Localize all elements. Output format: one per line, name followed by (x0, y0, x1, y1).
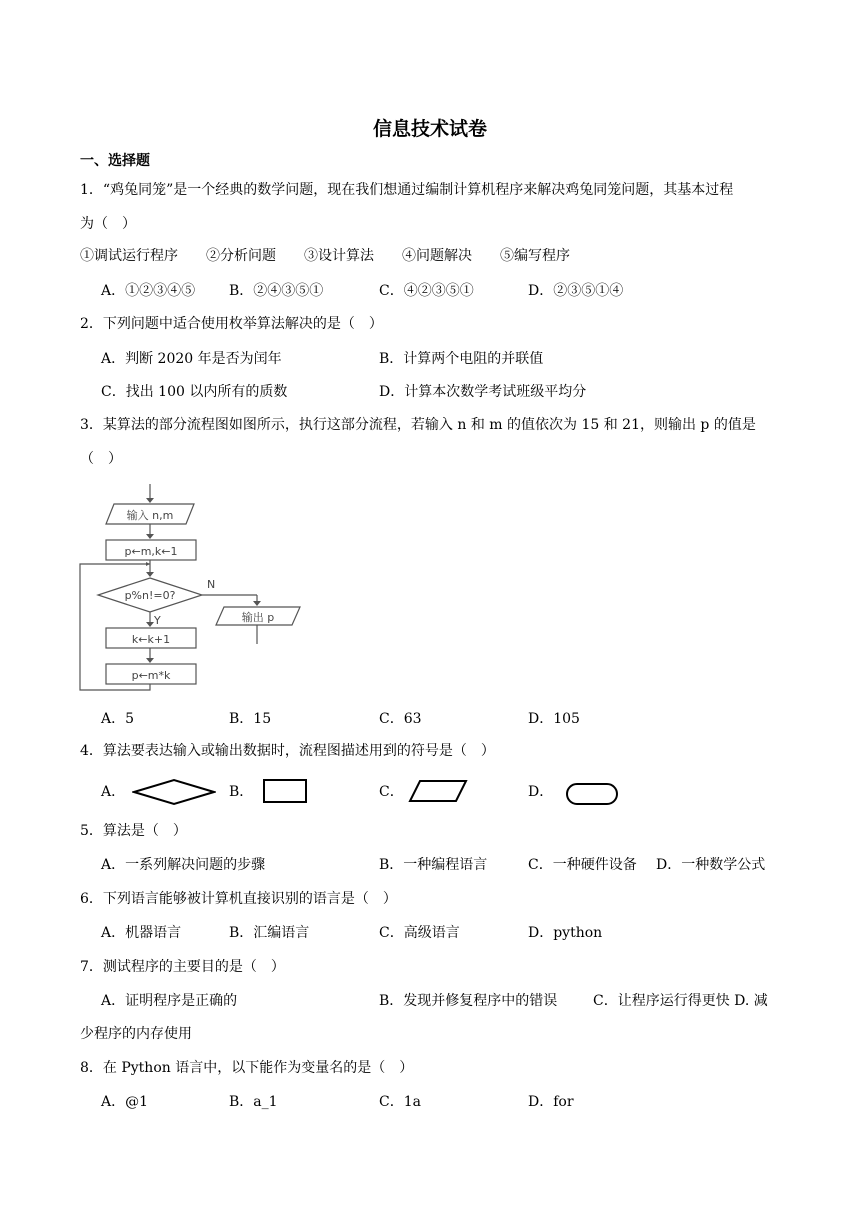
step2-text: p←m*k (131, 669, 171, 682)
q3-option-c[interactable]: C．63 (379, 711, 422, 727)
rectangle-shape-icon (262, 776, 308, 806)
q3-option-d[interactable]: D．105 (528, 711, 580, 727)
q3-stem-line-2: （ ） (80, 451, 122, 467)
section-heading: 一、选择题 (80, 153, 150, 169)
page-title: 信息技术试卷 (372, 118, 487, 140)
q4-option-a[interactable]: A． (101, 784, 126, 800)
q6-option-d[interactable]: D．python (528, 925, 603, 941)
q7-stem: 7．测试程序的主要目的是（ ） (80, 959, 285, 975)
q5-option-c[interactable]: C．一种硬件设备 (528, 857, 637, 873)
q1-option-c[interactable]: C．④②③⑤① (379, 283, 474, 299)
q5-stem: 5．算法是（ ） (80, 823, 187, 839)
q5-option-b[interactable]: B．一种编程语言 (379, 857, 488, 873)
q3-stem-line-1: 3．某算法的部分流程图如图所示，执行这部分流程，若输入 n 和 m 的值依次为 15 和 21，则输出 p 的值是 (80, 417, 756, 433)
q1-steps: ①调试运行程序 ②分析问题 ③设计算法 ④问题解决 ⑤编写程序 (80, 248, 570, 264)
q1-option-b[interactable]: B．②④③⑤① (229, 283, 324, 299)
q3-flowchart (76, 484, 316, 698)
q7-option-b[interactable]: B．发现并修复程序中的错误 (379, 993, 558, 1009)
yes-label: Y (154, 614, 161, 627)
q6-option-b[interactable]: B．汇编语言 (229, 925, 310, 941)
q2-option-c[interactable]: C．找出 100 以内所有的质数 (101, 384, 288, 400)
q4-option-c[interactable]: C． (379, 784, 404, 800)
q2-option-d[interactable]: D．计算本次数学考试班级平均分 (379, 384, 587, 400)
q8-stem: 8．在 Python 语言中，以下能作为变量名的是（ ） (80, 1060, 414, 1076)
q8-option-b[interactable]: B．a_1 (229, 1094, 278, 1110)
q7-option-c[interactable]: C．让程序运行得更快 D. 减 (593, 993, 768, 1009)
q1-stem-line-2: 为（ ） (80, 216, 136, 232)
input-text: 输入 n,m (126, 509, 174, 522)
q6-option-a[interactable]: A．机器语言 (101, 925, 182, 941)
step1-text: k←k+1 (131, 633, 171, 646)
q8-option-c[interactable]: C．1a (379, 1094, 421, 1110)
q1-stem-line-1: 1．“鸡兔同笼”是一个经典的数学问题，现在我们想通过编制计算机程序来解决鸡兔同笼问题，其基本过程 (80, 182, 734, 198)
q1-option-a[interactable]: A．①②③④⑤ (101, 283, 196, 299)
diamond-shape-icon (132, 778, 216, 806)
q4-stem: 4．算法要表达输入或输出数据时，流程图描述用到的符号是（ ） (80, 743, 495, 759)
q7-option-a[interactable]: A．证明程序是正确的 (101, 993, 238, 1009)
q5-option-d[interactable]: D．一种数学公式 (656, 857, 766, 873)
condition-text: p%n!=0? (124, 589, 176, 602)
q6-option-c[interactable]: C．高级语言 (379, 925, 460, 941)
init-text: p←m,k←1 (124, 545, 178, 558)
q3-option-b[interactable]: B．15 (229, 711, 272, 727)
q8-option-d[interactable]: D．for (528, 1094, 574, 1110)
q8-option-a[interactable]: A．@1 (101, 1094, 149, 1110)
q4-option-b[interactable]: B． (229, 784, 254, 800)
parallelogram-shape-icon (406, 776, 470, 806)
q7-option-d-continued[interactable]: 少程序的内存使用 (80, 1026, 192, 1042)
q4-option-d[interactable]: D． (528, 784, 554, 800)
q2-option-a[interactable]: A．判断 2020 年是否为闰年 (101, 351, 282, 367)
q6-stem: 6．下列语言能够被计算机直接识别的语言是（ ） (80, 891, 397, 907)
q2-stem: 2．下列问题中适合使用枚举算法解决的是（ ） (80, 316, 383, 332)
output-text: 输出 p (241, 611, 275, 624)
q3-option-a[interactable]: A．5 (101, 711, 135, 727)
q1-option-d[interactable]: D．②③⑤①④ (528, 283, 624, 299)
q2-option-b[interactable]: B．计算两个电阻的并联值 (379, 351, 544, 367)
q5-option-a[interactable]: A．一系列解决问题的步骤 (101, 857, 266, 873)
no-label: N (207, 578, 216, 591)
rounded-rectangle-shape-icon (564, 778, 620, 808)
